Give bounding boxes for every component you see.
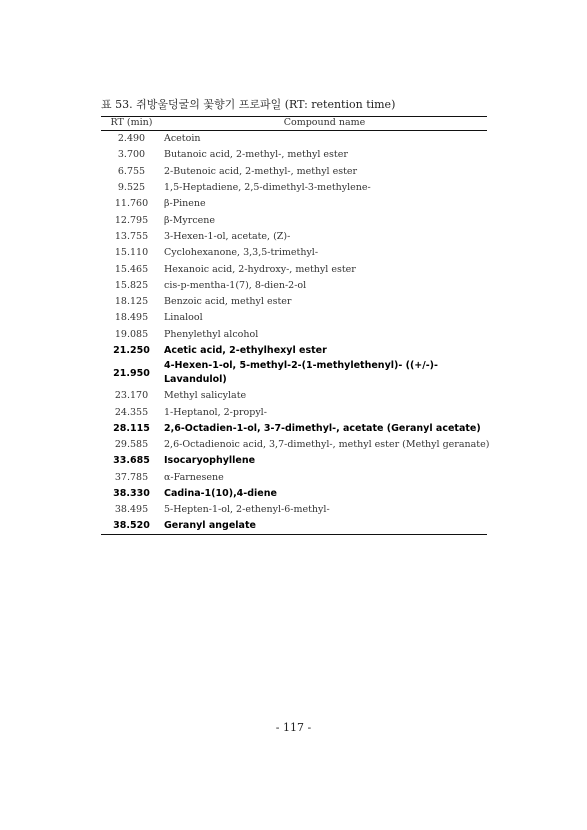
retention-time-cell: 3.700 bbox=[117, 149, 146, 161]
retention-time-cell: 11.760 bbox=[114, 198, 149, 210]
table-row bbox=[101, 518, 487, 534]
header-compound-name: Compound name bbox=[162, 117, 487, 131]
retention-time-cell: 29.585 bbox=[114, 439, 149, 451]
compound-name-cell: α-Farnesene bbox=[164, 471, 224, 483]
retention-time-cell: 15.825 bbox=[114, 279, 149, 291]
table-row bbox=[101, 388, 487, 404]
table-row bbox=[101, 147, 487, 163]
table-row bbox=[101, 163, 487, 179]
compound-name-cell: Cyclohexanone, 3,3,5-trimethyl- bbox=[164, 247, 319, 259]
compound-name-cell: cis-p-mentha-1(7), 8-dien-2-ol bbox=[164, 279, 307, 291]
retention-time-cell: 13.755 bbox=[114, 230, 149, 242]
page-number: - 117 - bbox=[275, 721, 312, 734]
compound-name-cell: 2,6-Octadien-1-ol, 3-7-dimethyl-, acetate (Geranyl acetate) bbox=[164, 422, 481, 434]
compound-name-cell: β-Pinene bbox=[164, 198, 206, 210]
compound-name-cell: Isocaryophyllene bbox=[164, 455, 256, 467]
retention-time-cell: 28.115 bbox=[113, 422, 150, 434]
compound-name-cell: Phenylethyl alcohol bbox=[164, 328, 259, 340]
compound-name-cell: 5-Hepten-1-ol, 2-ethenyl-6-methyl- bbox=[164, 504, 330, 516]
table-row bbox=[101, 196, 487, 212]
retention-time-cell: 12.795 bbox=[114, 214, 149, 226]
compound-name-cell: Methyl salicylate bbox=[164, 390, 247, 402]
compound-name-cell: 2-Butenoic acid, 2-methyl-, methyl ester bbox=[164, 165, 358, 177]
compound-name-cell: Acetic acid, 2-ethylhexyl ester bbox=[164, 345, 327, 356]
header-row bbox=[101, 117, 487, 131]
table-row bbox=[101, 310, 487, 326]
retention-time-cell: 38.520 bbox=[101, 518, 162, 534]
compound-name-cell: 1-Heptanol, 2-propyl- bbox=[164, 406, 267, 418]
table-row bbox=[101, 245, 487, 261]
retention-time-cell: 24.355 bbox=[114, 406, 149, 418]
compound-name-cell: Butanoic acid, 2-methyl-, methyl ester bbox=[164, 149, 348, 161]
table-row bbox=[101, 179, 487, 195]
table-row bbox=[101, 485, 487, 501]
retention-time-cell: 9.525 bbox=[117, 182, 146, 194]
retention-time-cell: 21.250 bbox=[113, 345, 150, 356]
table-row bbox=[101, 420, 487, 436]
retention-time-cell: 21.950 bbox=[113, 367, 150, 379]
table-row bbox=[101, 359, 487, 388]
table-row bbox=[101, 277, 487, 293]
table-row bbox=[101, 502, 487, 518]
table-row bbox=[101, 293, 487, 309]
table-row bbox=[101, 228, 487, 244]
compound-name-cell: Linalool bbox=[164, 312, 203, 324]
retention-time-cell: 6.755 bbox=[117, 165, 146, 177]
retention-time-cell: 2.490 bbox=[117, 133, 146, 145]
retention-time-cell: 15.110 bbox=[114, 247, 149, 259]
compound-name-cell: 3-Hexen-1-ol, acetate, (Z)- bbox=[164, 230, 291, 242]
retention-time-cell: 23.170 bbox=[114, 390, 149, 402]
compound-name-cell: 2,6-Octadienoic acid, 3,7-dimethyl-, methyl ester (Methyl geranate) bbox=[164, 439, 490, 451]
compound-name-cell: Hexanoic acid, 2-hydroxy-, methyl ester bbox=[164, 263, 356, 275]
compound-name-cell: Acetoin bbox=[164, 133, 201, 145]
retention-time-cell: 18.495 bbox=[114, 312, 149, 324]
table-row bbox=[101, 261, 487, 277]
table-row bbox=[101, 131, 487, 147]
compound-table bbox=[101, 116, 490, 535]
compound-name-cell: Benzoic acid, methyl ester bbox=[164, 296, 292, 308]
table-row bbox=[101, 342, 487, 358]
retention-time-cell: 19.085 bbox=[114, 328, 149, 340]
table-caption: 표 53. 쥐방울덩굴의 꽃향기 프로파일 (RT: retention time) bbox=[101, 98, 396, 111]
table-row bbox=[101, 453, 487, 469]
retention-time-cell: 37.785 bbox=[114, 471, 149, 483]
compound-name-cell: 1,5-Heptadiene, 2,5-dimethyl-3-methylene- bbox=[164, 182, 371, 194]
retention-time-cell: 18.125 bbox=[114, 296, 149, 308]
table-row bbox=[101, 469, 487, 485]
table-row bbox=[101, 212, 487, 228]
compound-name-cell: β-Myrcene bbox=[164, 214, 216, 226]
retention-time-cell: 33.685 bbox=[113, 455, 150, 467]
compound-name-cell: Cadina-1(10),4-diene bbox=[164, 488, 277, 500]
compound-name-cell: Geranyl angelate bbox=[162, 518, 487, 534]
compound-table-container bbox=[101, 116, 490, 535]
table-row bbox=[101, 404, 487, 420]
table-row bbox=[101, 326, 487, 342]
table-header bbox=[101, 117, 487, 131]
table-body bbox=[101, 131, 490, 535]
compound-name-cell: 4-Hexen-1-ol, 5-methyl-2-(1-methylethenyl)- ((+/-)-Lavandulol) bbox=[164, 360, 438, 386]
table-row bbox=[101, 437, 487, 453]
retention-time-cell: 38.495 bbox=[114, 504, 149, 516]
retention-time-cell: 38.330 bbox=[113, 488, 150, 500]
header-rt: RT (min) bbox=[101, 117, 162, 131]
retention-time-cell: 15.465 bbox=[114, 263, 149, 275]
